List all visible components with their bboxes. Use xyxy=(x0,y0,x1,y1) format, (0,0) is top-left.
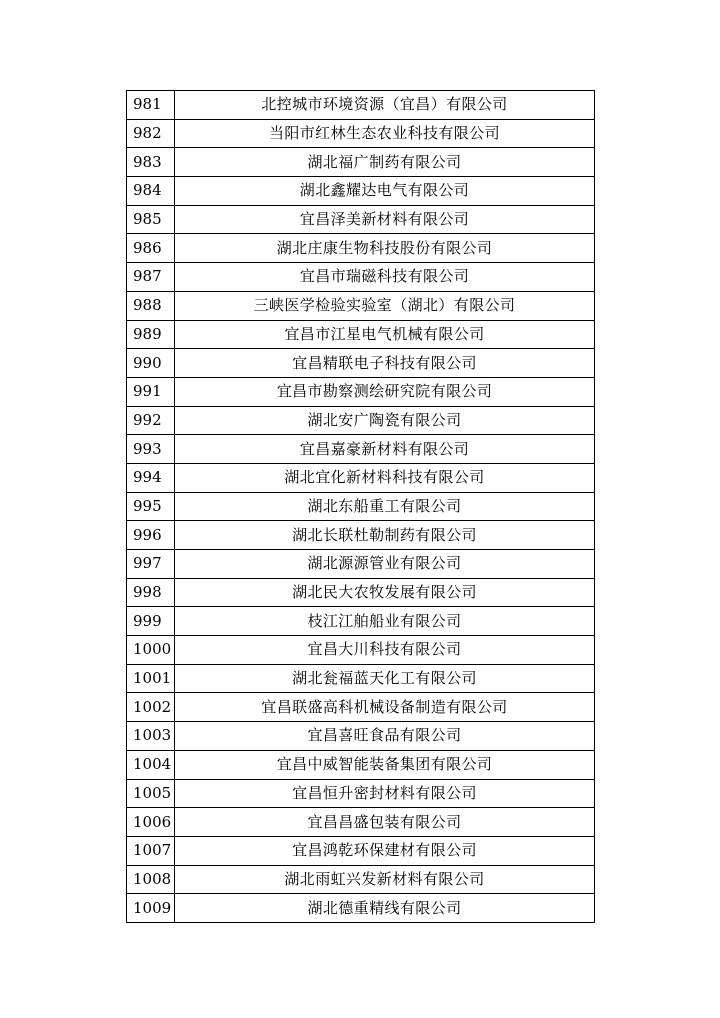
row-number-cell: 1007 xyxy=(127,836,175,865)
company-list-body xyxy=(127,91,595,923)
row-number-cell: 987 xyxy=(127,263,175,292)
table-row xyxy=(127,119,595,148)
company-name-cell: 湖北安广陶瓷有限公司 xyxy=(175,406,595,435)
row-number-cell: 986 xyxy=(127,234,175,263)
table-row xyxy=(127,779,595,808)
company-name-cell: 湖北长联杜勒制药有限公司 xyxy=(175,521,595,550)
company-name-cell: 宜昌精联电子科技有限公司 xyxy=(175,349,595,378)
row-number-cell: 981 xyxy=(127,91,175,120)
row-number-cell: 994 xyxy=(127,463,175,492)
table-row xyxy=(127,291,595,320)
company-name-cell: 宜昌联盛高科机械设备制造有限公司 xyxy=(175,693,595,722)
table-row xyxy=(127,263,595,292)
company-name-cell: 湖北源源管业有限公司 xyxy=(175,550,595,579)
table-row xyxy=(127,148,595,177)
company-name-cell: 湖北鑫耀达电气有限公司 xyxy=(175,177,595,206)
row-number-cell: 990 xyxy=(127,349,175,378)
table-row xyxy=(127,435,595,464)
table-row xyxy=(127,492,595,521)
document-page xyxy=(126,90,595,923)
row-number-cell: 993 xyxy=(127,435,175,464)
company-name-cell: 当阳市红林生态农业科技有限公司 xyxy=(175,119,595,148)
row-number-cell: 1004 xyxy=(127,750,175,779)
table-row xyxy=(127,349,595,378)
company-name-cell: 宜昌市瑞磁科技有限公司 xyxy=(175,263,595,292)
company-name-cell: 宜昌恒升密封材料有限公司 xyxy=(175,779,595,808)
company-name-cell: 三峡医学检验实验室（湖北）有限公司 xyxy=(175,291,595,320)
row-number-cell: 988 xyxy=(127,291,175,320)
table-row xyxy=(127,320,595,349)
row-number-cell: 996 xyxy=(127,521,175,550)
row-number-cell: 999 xyxy=(127,607,175,636)
row-number-cell: 1008 xyxy=(127,865,175,894)
table-row xyxy=(127,234,595,263)
company-name-cell: 宜昌嘉豪新材料有限公司 xyxy=(175,435,595,464)
table-row xyxy=(127,521,595,550)
company-name-cell: 湖北雨虹兴发新材料有限公司 xyxy=(175,865,595,894)
company-name-cell: 宜昌市江星电气机械有限公司 xyxy=(175,320,595,349)
table-row xyxy=(127,894,595,923)
company-name-cell: 宜昌昌盛包装有限公司 xyxy=(175,808,595,837)
table-row xyxy=(127,836,595,865)
table-row xyxy=(127,578,595,607)
company-name-cell: 宜昌鸿乾环保建材有限公司 xyxy=(175,836,595,865)
table-row xyxy=(127,177,595,206)
table-row xyxy=(127,865,595,894)
row-number-cell: 1001 xyxy=(127,664,175,693)
company-name-cell: 枝江江舶船业有限公司 xyxy=(175,607,595,636)
table-row xyxy=(127,636,595,665)
table-row xyxy=(127,808,595,837)
row-number-cell: 998 xyxy=(127,578,175,607)
company-name-cell: 北控城市环境资源（宜昌）有限公司 xyxy=(175,91,595,120)
company-name-cell: 宜昌喜旺食品有限公司 xyxy=(175,722,595,751)
row-number-cell: 989 xyxy=(127,320,175,349)
row-number-cell: 1002 xyxy=(127,693,175,722)
company-name-cell: 湖北民大农牧发展有限公司 xyxy=(175,578,595,607)
table-row xyxy=(127,550,595,579)
table-row xyxy=(127,750,595,779)
company-name-cell: 湖北瓮福蓝天化工有限公司 xyxy=(175,664,595,693)
row-number-cell: 1009 xyxy=(127,894,175,923)
company-name-cell: 宜昌大川科技有限公司 xyxy=(175,636,595,665)
table-row xyxy=(127,722,595,751)
row-number-cell: 1006 xyxy=(127,808,175,837)
table-row xyxy=(127,693,595,722)
company-name-cell: 湖北庄康生物科技股份有限公司 xyxy=(175,234,595,263)
table-row xyxy=(127,406,595,435)
row-number-cell: 982 xyxy=(127,119,175,148)
row-number-cell: 997 xyxy=(127,550,175,579)
row-number-cell: 1005 xyxy=(127,779,175,808)
table-row xyxy=(127,377,595,406)
table-row xyxy=(127,463,595,492)
table-row xyxy=(127,91,595,120)
row-number-cell: 983 xyxy=(127,148,175,177)
row-number-cell: 1000 xyxy=(127,636,175,665)
row-number-cell: 991 xyxy=(127,377,175,406)
table-row xyxy=(127,607,595,636)
company-list-table xyxy=(126,90,595,923)
company-name-cell: 湖北德重精线有限公司 xyxy=(175,894,595,923)
company-name-cell: 湖北福广制药有限公司 xyxy=(175,148,595,177)
table-row xyxy=(127,205,595,234)
row-number-cell: 984 xyxy=(127,177,175,206)
row-number-cell: 992 xyxy=(127,406,175,435)
company-name-cell: 宜昌市勘察测绘研究院有限公司 xyxy=(175,377,595,406)
row-number-cell: 995 xyxy=(127,492,175,521)
row-number-cell: 985 xyxy=(127,205,175,234)
company-name-cell: 宜昌中威智能装备集团有限公司 xyxy=(175,750,595,779)
company-name-cell: 宜昌泽美新材料有限公司 xyxy=(175,205,595,234)
company-name-cell: 湖北东船重工有限公司 xyxy=(175,492,595,521)
table-row xyxy=(127,664,595,693)
company-name-cell: 湖北宜化新材料科技有限公司 xyxy=(175,463,595,492)
row-number-cell: 1003 xyxy=(127,722,175,751)
